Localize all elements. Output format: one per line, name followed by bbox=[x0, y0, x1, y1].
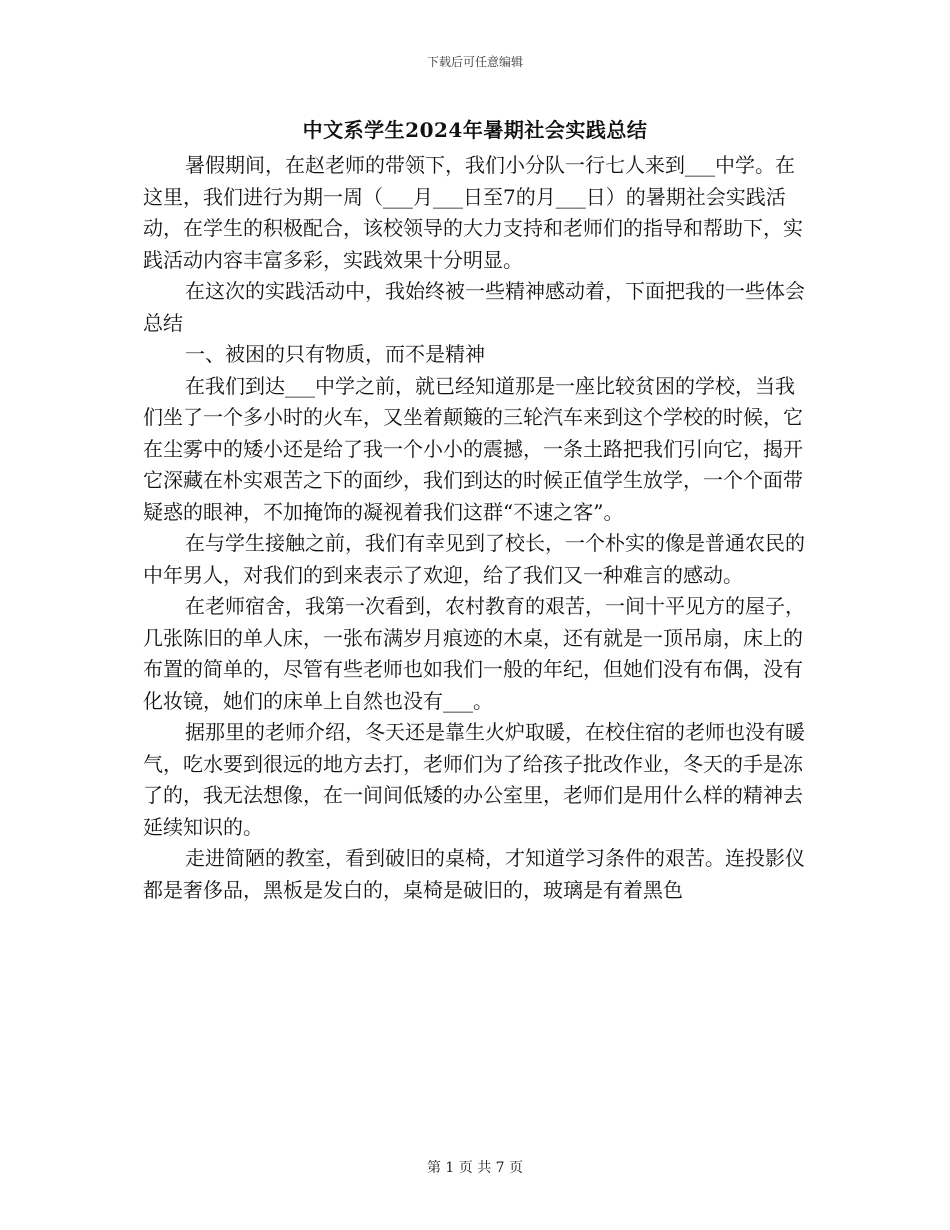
paragraph-dormitory: 在老师宿舍，我第一次看到，农村教育的艰苦，一间十平见方的屋子，几张陈旧的单人床，一张布满岁月痕迹的木桌，还有就是一顶吊扇，床上的布置的简单的，尽管有些老师也如我们一般的年纪，但她们没有布偶，没有化妆镜，她们的床单上自然也没有___。 bbox=[143, 594, 805, 713]
paragraph-winter: 据那里的老师介绍，冬天还是靠生火炉取暖，在校住宿的老师也没有暖气，吃水要到很远的地方去打，老师们为了给孩子批改作业，冬天的手是冻了的，我无法想像，在一间间低矮的办公室里，老师们是用什么样的精神去延续知识的。 bbox=[143, 720, 805, 839]
document-body bbox=[143, 150, 811, 906]
paragraph-summary-lead: 在这次的实践活动中，我始终被一些精神感动着，下面把我的一些体会总结 bbox=[143, 279, 805, 335]
page-footer: 第 1 页 共 7 页 bbox=[426, 1160, 524, 1176]
paragraph-intro: 暑假期间，在赵老师的带领下，我们小分队一行七人来到___中学。在这里，我们进行为期一周（___月___日至7的月___日）的暑期社会实践活动，在学生的积极配合，该校领导的大力支持和老师们的指导和帮助下，实践活动内容丰富多彩，实践效果十分明显。 bbox=[143, 153, 803, 272]
paragraph-classroom: 走进简陋的教室，看到破旧的桌椅，才知道学习条件的艰苦。连投影仪都是奢侈品，黑板是发白的，桌椅是破旧的，玻璃是有着黑色 bbox=[143, 846, 805, 902]
paragraph-principal: 在与学生接触之前，我们有幸见到了校长，一个朴实的像是普通农民的中年男人，对我们的到来表示了欢迎，给了我们又一种难言的感动。 bbox=[143, 531, 805, 587]
document-title: 中文系学生2024年暑期社会实践总结 bbox=[302, 118, 648, 142]
paragraph-arrival: 在我们到达___中学之前，就已经知道那是一座比较贫困的学校，当我们坐了一个多小时的火车，又坐着颠簸的三轮汽车来到这个学校的时候，它在尘雾中的矮小还是给了我一个小小的震撼，一条土路把我们引向它，揭开它深藏在朴实艰苦之下的面纱，我们到达的时候正值学生放学，一个个面带疑惑的眼神，不加掩饰的凝视着我们这群“不速之客”。 bbox=[143, 373, 803, 524]
page-header: 下载后可任意编辑 bbox=[426, 55, 523, 69]
section-heading-1: 一、被困的只有物质，而不是精神 bbox=[185, 342, 485, 366]
